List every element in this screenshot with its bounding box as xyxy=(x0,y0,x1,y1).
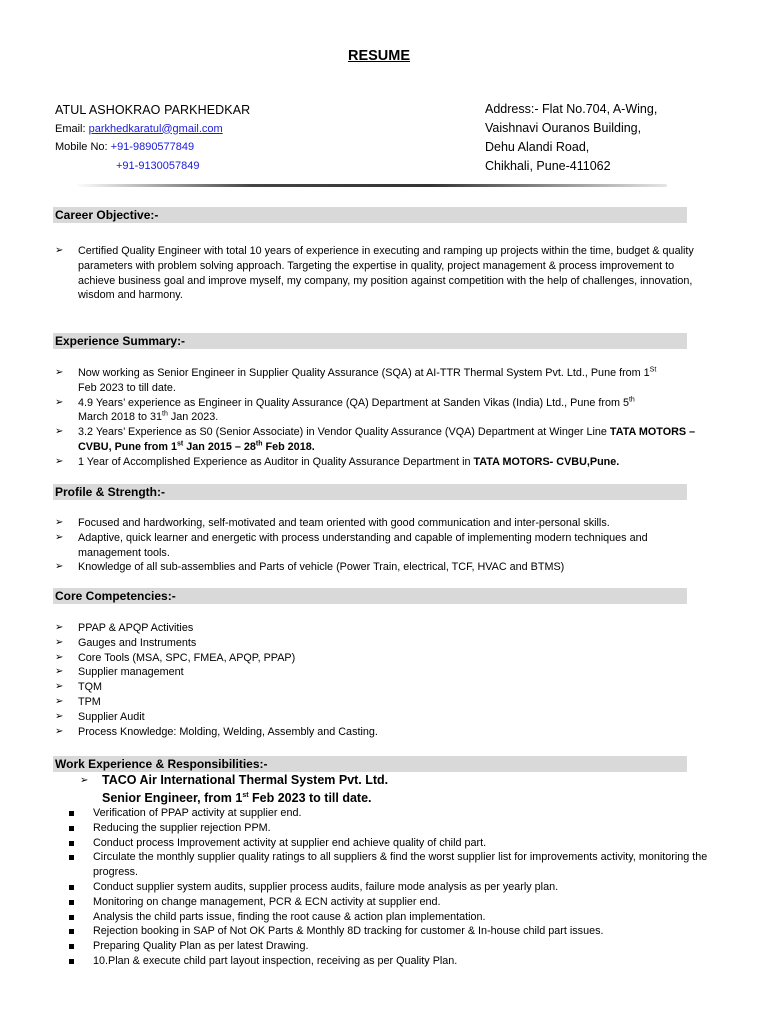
section-core-competencies: Core Competencies:- xyxy=(53,588,687,604)
list-item: ➢ Supplier management xyxy=(55,666,184,679)
address-line: Address:- Flat No.704, A-Wing, xyxy=(485,102,658,116)
section-work-experience: Work Experience & Responsibilities:- xyxy=(53,756,687,772)
arrow-bullet-icon: ➢ xyxy=(55,561,64,573)
list-item: ➢ Gauges and Instruments xyxy=(55,636,197,649)
arrow-bullet-icon: ➢ xyxy=(55,396,64,408)
address-line: Chikhali, Pune-411062 xyxy=(485,159,611,173)
square-bullet-icon xyxy=(69,900,74,905)
resume-title: RESUME xyxy=(347,48,411,64)
list-item: Circulate the monthly supplier quality ratings to all suppliers & find the worst supplier list for improvements activity, monitoring the progress. xyxy=(55,850,715,880)
list-item: Analysis the child parts issue, finding the root cause & action plan implementation. xyxy=(55,910,715,925)
list-item: Preparing Quality Plan as per latest Drawing. xyxy=(55,939,715,954)
list-item: ➢ Knowledge of all sub-assemblies and Parts of vehicle (Power Train, electrical, TCF, HVAC and BTMS) xyxy=(55,561,565,574)
arrow-bullet-icon: ➢ xyxy=(55,725,64,737)
arrow-bullet-icon: ➢ xyxy=(55,517,64,528)
email-line: Email: parkhedkaratul@gmail.com xyxy=(55,122,223,135)
list-item: Reducing the supplier rejection PPM. xyxy=(55,821,715,836)
section-profile-strength: Profile & Strength:- xyxy=(53,484,687,500)
arrow-bullet-icon: ➢ xyxy=(55,636,64,648)
list-item: ➢ TQM xyxy=(55,681,102,694)
square-bullet-icon xyxy=(69,855,74,860)
arrow-bullet-icon: ➢ xyxy=(55,681,64,693)
list-item: Rejection booking in SAP of Not OK Parts & Monthly 8D tracking for customer & In-house child part issues. xyxy=(55,924,715,939)
address-line: Dehu Alandi Road, xyxy=(485,140,590,154)
arrow-bullet-icon: ➢ xyxy=(55,426,64,438)
arrow-bullet-icon: ➢ xyxy=(55,651,64,663)
list-item: Conduct supplier system audits, supplier process audits, failure mode analysis as per yearly plan. xyxy=(55,880,715,895)
square-bullet-icon xyxy=(69,841,74,846)
mobile-line: Mobile No: +91-9890577849 xyxy=(55,141,195,153)
arrow-bullet-icon: ➢ xyxy=(55,622,64,633)
address-line: Vaishnavi Ouranos Building, xyxy=(485,121,642,135)
work-company-block xyxy=(80,771,680,807)
square-bullet-icon xyxy=(69,811,74,816)
header-divider xyxy=(75,184,667,187)
mobile-number-1: +91-9890577849 xyxy=(110,141,195,153)
arrow-bullet-icon: ➢ xyxy=(55,367,64,378)
arrow-bullet-icon: ➢ xyxy=(55,245,64,256)
square-bullet-icon xyxy=(69,826,74,831)
list-item: ➢ Core Tools (MSA, SPC, FMEA, APQP, PPAP) xyxy=(55,651,296,664)
email-link[interactable]: parkhedkaratul@gmail.com xyxy=(88,122,223,135)
list-item: Verification of PPAP activity at supplier end. xyxy=(55,806,715,821)
job-role: Senior Engineer, from 1st Feb 2023 to till date. xyxy=(102,791,372,805)
core-competencies-list xyxy=(55,621,705,739)
experience-summary-list xyxy=(55,366,705,470)
list-item: ➢ 3.2 Years’ Experience as S0 (Senior Associate) in Vendor Quality Assurance (VQA) Department at Winger Line TATA MOTORS –CVBU, Pune from 1st Jan 2015 – 28th Feb 2018. xyxy=(55,426,696,453)
list-item: ➢ 1 Year of Accomplished Experience as Auditor in Quality Assurance Department in TATA MOTORS- CVBU,Pune. xyxy=(55,455,620,468)
list-item: ➢ Now working as Senior Engineer in Supplier Quality Assurance (SQA) at AI-TTR Thermal System Pvt. Ltd., Pune from 1St Feb 2023 to till date. xyxy=(55,366,657,394)
profile-strength-list xyxy=(55,516,675,575)
candidate-name: ATUL ASHOKRAO PARKHEDKAR xyxy=(55,103,251,117)
mobile-line-2 xyxy=(55,157,250,176)
list-item: ➢ Process Knowledge: Molding, Welding, Assembly and Casting. xyxy=(55,725,378,738)
list-item: ➢ Focused and hardworking, self-motivated and team oriented with good communication and inter-personal skills. xyxy=(55,517,610,529)
contact-block xyxy=(55,101,250,175)
list-item: ➢ PPAP & APQP Activities xyxy=(55,622,194,634)
arrow-bullet-icon: ➢ xyxy=(55,531,64,543)
company-name: ➢ TACO Air International Thermal System Pvt. Ltd. xyxy=(80,771,680,789)
list-item: ➢ Adaptive, quick learner and energetic with process understanding and capable of implementing modern techniques and management tools. xyxy=(55,531,648,559)
square-bullet-icon xyxy=(69,959,74,964)
mobile-number-2: +91-9130057849 xyxy=(116,159,200,172)
list-item: Monitoring on change management, PCR & ECN activity at supplier end. xyxy=(55,895,715,910)
square-bullet-icon xyxy=(69,944,74,949)
arrow-bullet-icon: ➢ xyxy=(55,695,64,707)
career-objective-list xyxy=(55,244,703,303)
list-item: 10.Plan & execute child part layout inspection, receiving as per Quality Plan. xyxy=(55,954,715,969)
list-item: ➢ Supplier Audit xyxy=(55,710,145,723)
list-item: ➢ Certified Quality Engineer with total 10 years of experience in executing and ramping up projects within the time, budget & quality parameters with problem solving approach. Targeting the expertise in quality, project management & process improvement to achieve business goal and improve myself, my company, my position against competition with the help of challenges, innovation, wisdom and harmony. xyxy=(55,245,694,302)
square-bullet-icon xyxy=(69,915,74,920)
list-item: ➢ 4.9 Years’ experience as Engineer in Quality Assurance (QA) Department at Sanden Vikas (India) Ltd., Pune from 5th March 2018 to 31th Jan 2023. xyxy=(55,396,635,424)
arrow-bullet-icon: ➢ xyxy=(55,666,64,678)
square-bullet-icon xyxy=(69,885,74,890)
square-bullet-icon xyxy=(69,929,74,934)
arrow-bullet-icon: ➢ xyxy=(80,775,89,786)
work-duties-list xyxy=(55,806,715,969)
address-block xyxy=(485,100,657,176)
section-experience-summary: Experience Summary:- xyxy=(53,333,687,349)
list-item: ➢ TPM xyxy=(55,695,101,708)
arrow-bullet-icon: ➢ xyxy=(55,710,64,722)
list-item: Conduct process Improvement activity at supplier end achieve quality of child part. xyxy=(55,836,715,851)
arrow-bullet-icon: ➢ xyxy=(55,455,64,467)
section-career-objective: Career Objective:- xyxy=(53,207,687,223)
